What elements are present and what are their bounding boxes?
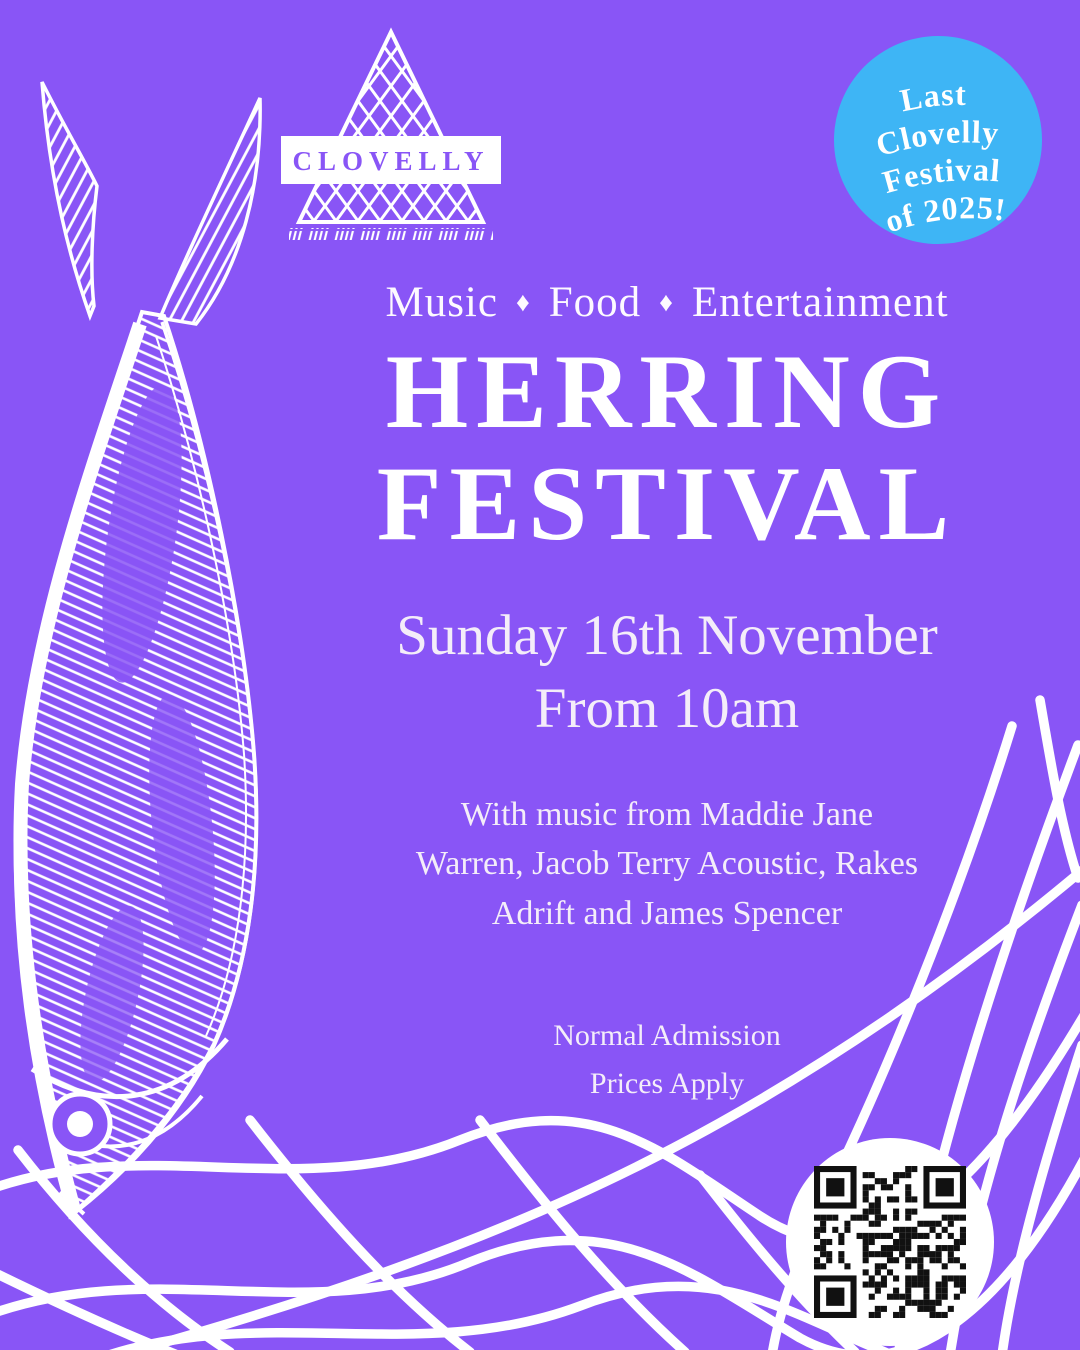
badge-line-2: Clovelly — [871, 113, 1001, 164]
qr-code-circle — [786, 1138, 994, 1346]
music-lineup: With music from Maddie Jane Warren, Jacob Terry Acoustic, Rakes Adrift and James Spencer — [415, 796, 919, 932]
logo-triangle — [299, 32, 483, 222]
tagline-food: Food — [548, 279, 642, 326]
admission-line-2: Prices Apply — [589, 1067, 745, 1100]
tagline — [262, 278, 1072, 327]
badge-line-1: Last — [897, 75, 967, 119]
admission-notice — [262, 1012, 1072, 1108]
diamond-separator-icon: ♦ — [659, 286, 674, 317]
admission-line-1: Normal Admission — [553, 1019, 781, 1052]
qr-code-icon — [814, 1166, 966, 1318]
event-time: From 10am — [534, 676, 800, 740]
logo-wordmark: CLOVELLY — [292, 146, 490, 176]
tagline-music: Music — [385, 279, 498, 326]
event-schedule — [262, 600, 1072, 746]
title-line-1: HERRING — [385, 333, 949, 450]
badge-line-4: of 2025! — [880, 189, 1009, 240]
badge-line-3: Festival — [878, 151, 1002, 201]
logo-base-hatch — [289, 228, 493, 240]
herring-fish-illustration — [0, 64, 284, 1234]
last-festival-badge — [822, 24, 1055, 257]
event-date: Sunday 16th November — [396, 604, 938, 667]
diamond-separator-icon: ♦ — [515, 286, 531, 317]
clovelly-logo — [280, 26, 502, 242]
title-line-2: FESTIVAL — [376, 445, 958, 563]
tagline-entertainment: Entertainment — [691, 279, 949, 326]
fish-eye — [50, 1094, 110, 1154]
event-title — [262, 333, 1072, 563]
